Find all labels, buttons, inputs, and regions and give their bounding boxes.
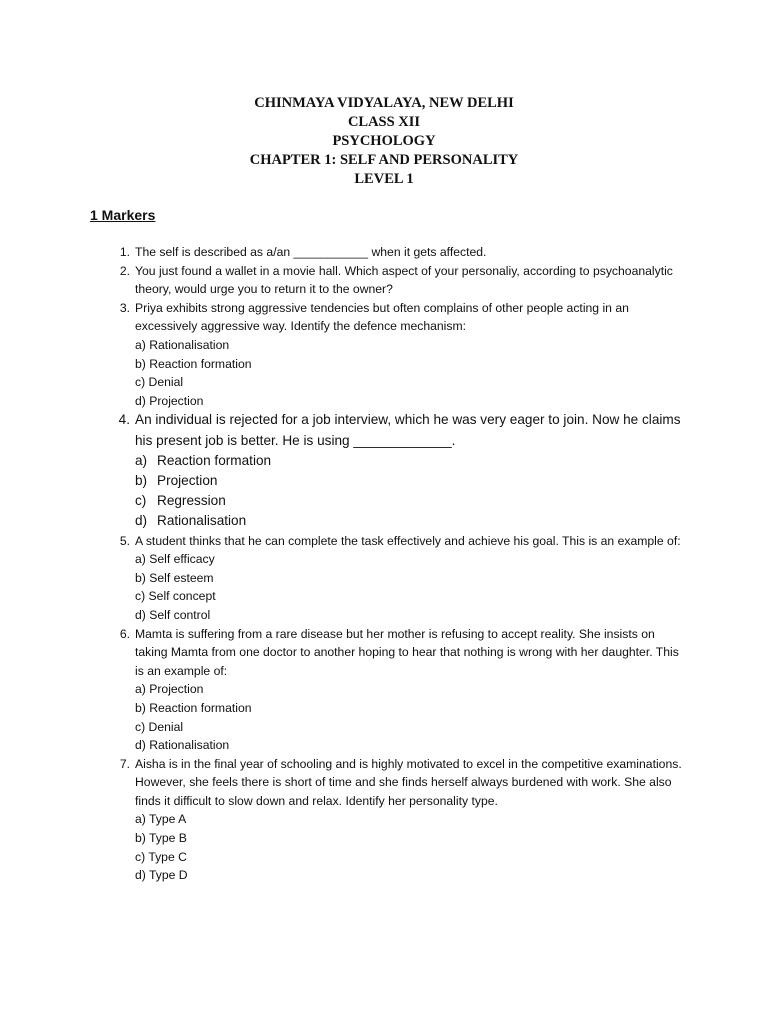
answer-option: a) Rationalisation	[135, 337, 230, 352]
answer-option: a) Self efficacy	[135, 552, 215, 567]
answer-option: d) Projection	[135, 393, 204, 408]
answer-option: a) Type A	[135, 812, 187, 827]
question-number: 1.	[119, 245, 130, 259]
school-name: CHINMAYA VIDYALAYA, NEW DELHI	[254, 95, 514, 111]
question-text: The self is described as a/an ___________ when it gets affected.	[135, 245, 487, 259]
answer-option: c) Self concept	[135, 589, 216, 604]
answer-option: b) Type B	[135, 831, 187, 846]
answer-option: d) Rationalisation	[135, 738, 230, 753]
answer-option: b) Self esteem	[135, 570, 214, 585]
question-3	[110, 299, 690, 411]
section-title: 1 Markers	[90, 207, 156, 223]
question-number: 6.	[119, 626, 130, 641]
question-text: Aisha is in the final year of schooling and is highly motivated to excel in the competitive examinations. However, she feels there is short of time and she finds herself always burdened with work. She also finds it difficult to slow down and relax. Identify her personality type.	[135, 756, 682, 808]
question-1	[110, 243, 690, 262]
question-5	[110, 532, 690, 625]
option-letter: c)	[135, 493, 147, 509]
answer-option: a) Projection	[135, 682, 204, 697]
question-number: 2.	[119, 263, 130, 278]
answer-option	[135, 451, 690, 471]
answer-option: c) Denial	[135, 719, 184, 734]
option-label: Rationalisation	[157, 513, 247, 529]
question-text: Priya exhibits strong aggressive tendencies but often complains of other people acting in an excessively aggressive way. Identify the defence mechanism:	[135, 300, 629, 334]
answer-option	[135, 491, 690, 511]
question-text: You just found a wallet in a movie hall. Which aspect of your personaliy, according to psychoanalytic theory, would urge you to return it to the owner?	[135, 263, 673, 297]
question-number: 3.	[119, 300, 130, 315]
option-letter: d)	[135, 513, 148, 529]
option-letter: b)	[135, 472, 148, 488]
answer-option: d) Type D	[135, 868, 188, 883]
chapter-title: CHAPTER 1: SELF AND PERSONALITY	[249, 152, 519, 168]
answer-option	[135, 511, 690, 531]
answer-option: b) Reaction formation	[135, 700, 252, 715]
answer-option: d) Self control	[135, 607, 211, 622]
class-name: CLASS XII	[347, 114, 421, 130]
question-2	[110, 262, 690, 299]
question-4	[110, 410, 690, 531]
answer-option: c) Denial	[135, 375, 184, 390]
question-6	[110, 625, 690, 755]
question-list	[110, 243, 690, 885]
answer-option	[135, 471, 690, 491]
question-number: 4.	[118, 412, 130, 428]
document-header	[0, 94, 768, 189]
answer-option: b) Reaction formation	[135, 356, 252, 371]
option-label: Regression	[157, 493, 226, 509]
level-label: LEVEL 1	[354, 171, 414, 187]
option-letter: a)	[135, 452, 148, 468]
option-label: Reaction formation	[157, 452, 272, 468]
question-7	[110, 755, 690, 885]
question-text: An individual is rejected for a job interview, which he was very eager to join. Now he claims his present job is better. He is using _____________.	[135, 412, 681, 448]
option-label: Projection	[157, 472, 218, 488]
subject-name: PSYCHOLOGY	[332, 133, 436, 149]
question-number: 7.	[119, 756, 130, 771]
question-text: A student thinks that he can complete the task effectively and achieve his goal. This is an example of:	[135, 533, 681, 548]
answer-option: c) Type C	[135, 849, 187, 864]
question-text: Mamta is suffering from a rare disease but her mother is refusing to accept reality. She insists on taking Mamta from one doctor to another hoping to hear that nothing is wrong with her daughter. This is an example of:	[135, 626, 679, 678]
question-number: 5.	[119, 533, 130, 548]
